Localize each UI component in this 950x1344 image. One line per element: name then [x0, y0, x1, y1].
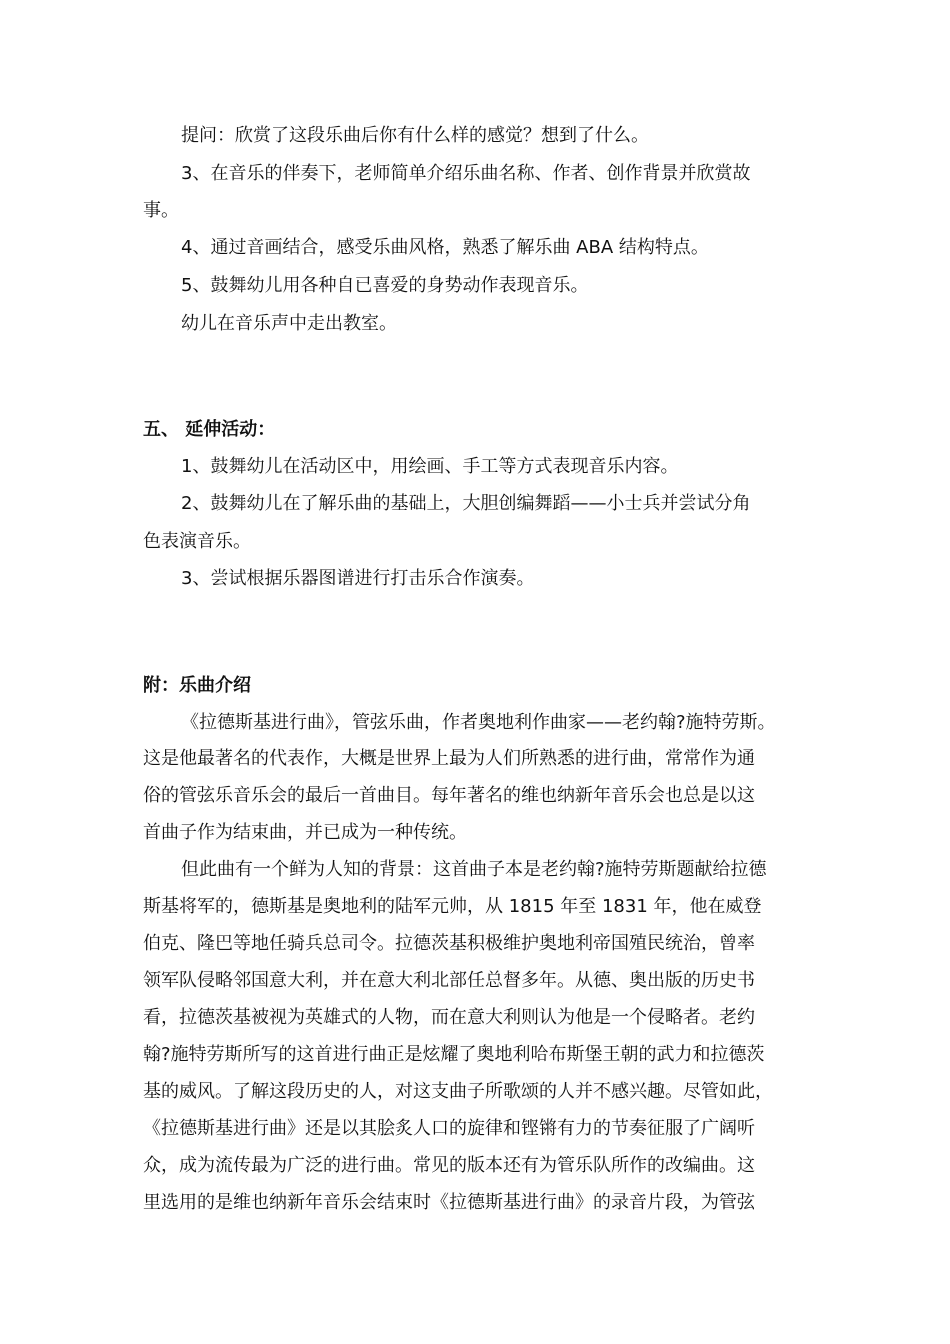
extension-heading: 五、 延伸活动：	[143, 419, 276, 440]
appendix-para2-line: 里选用的是维也纳新年音乐会结束时《拉德斯基进行曲》的录音片段，为管弦	[143, 1192, 755, 1213]
appendix-para1-line: 这是他最著名的代表作，大概是世界上最为人们所熟悉的进行曲，常常作为通	[143, 748, 755, 769]
appendix-para2-line: 斯基将军的，德斯基是奥地利的陆军元帅，从 1815 年至 1831 年，他在威登	[143, 896, 762, 917]
appendix-heading: 附：乐曲介绍	[143, 675, 251, 696]
step-3-line-2: 事。	[143, 200, 179, 221]
appendix-para2-line: 领军队侵略邻国意大利，并在意大利北部任总督多年。从德、奥出版的历史书	[143, 970, 755, 991]
extension-item-1: 1、鼓舞幼儿在活动区中，用绘画、手工等方式表现音乐内容。	[181, 456, 679, 477]
appendix-para2-line: 伯克、隆巴等地任骑兵总司令。拉德茨基积极维护奥地利帝国殖民统治，曾率	[143, 933, 755, 954]
appendix-para2-line: 基的威风。了解这段历史的人，对这支曲子所歌颂的人并不感兴趣。尽管如此，	[143, 1081, 773, 1102]
appendix-para1-line: 首曲子作为结束曲，并已成为一种传统。	[143, 822, 467, 843]
appendix-para2-line: 看，拉德茨基被视为英雄式的人物，而在意大利则认为他是一个侵略者。老约	[143, 1007, 755, 1028]
appendix-para2-line: 众，成为流传最为广泛的进行曲。常见的版本还有为管乐队所作的改编曲。这	[143, 1155, 755, 1176]
appendix-para2-line: 《拉德斯基进行曲》还是以其脍炙人口的旋律和铿锵有力的节奏征服了广阔听	[143, 1118, 755, 1139]
step-5-line: 5、鼓舞幼儿用各种自已喜爱的身势动作表现音乐。	[181, 275, 589, 296]
question-line: 提问：欣赏了这段乐曲后你有什么样的感觉？想到了什么。	[181, 125, 649, 146]
extension-item-2-line-2: 色表演音乐。	[143, 531, 251, 552]
extension-item-2-line-1: 2、鼓舞幼儿在了解乐曲的基础上，大胆创编舞蹈——小士兵并尝试分角	[181, 493, 751, 514]
extension-item-3: 3、尝试根据乐器图谱进行打击乐合作演奏。	[181, 568, 535, 589]
appendix-para1-line: 《拉德斯基进行曲》，管弦乐曲，作者奥地利作曲家——老约翰?施特劳斯。	[181, 712, 776, 733]
appendix-para2-line: 翰?施特劳斯所写的这首进行曲正是炫耀了奥地利哈布斯堡王朝的武力和拉德茨	[143, 1044, 765, 1065]
step-3-line-1: 3、在音乐的伴奏下，老师简单介绍乐曲名称、作者、创作背景并欣赏故	[181, 163, 751, 184]
step-4-line: 4、通过音画结合，感受乐曲风格，熟悉了解乐曲 ABA 结构特点。	[181, 237, 709, 258]
closing-line: 幼儿在音乐声中走出教室。	[181, 313, 397, 334]
appendix-para2-line: 但此曲有一个鲜为人知的背景：这首曲子本是老约翰?施特劳斯题献给拉德	[181, 859, 767, 880]
appendix-para1-line: 俗的管弦乐音乐会的最后一首曲目。每年著名的维也纳新年音乐会也总是以这	[143, 785, 755, 806]
